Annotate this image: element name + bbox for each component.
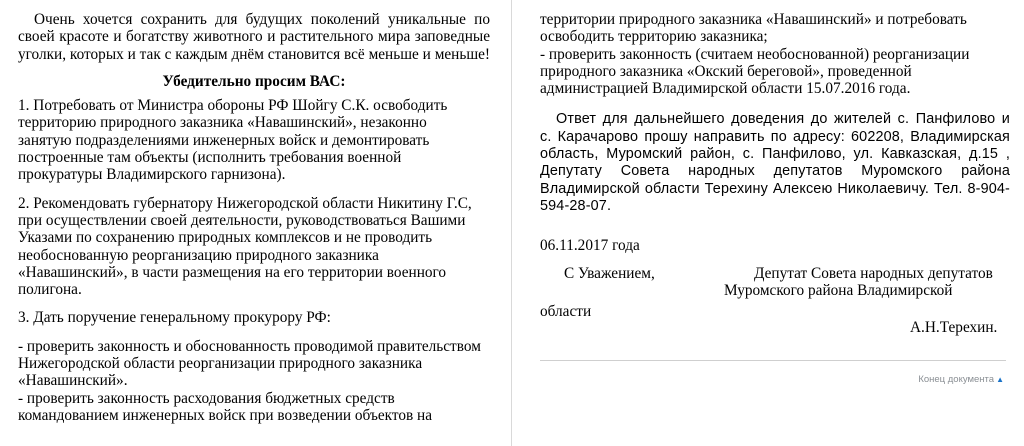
item-line: - проверить законность (считаем необоснованной) реорганизации	[540, 45, 970, 63]
intro-line: своей красоте и богатству животного и растительного мира заповедные	[18, 28, 490, 46]
item-line: полигона.	[18, 281, 82, 299]
end-of-document-rule	[540, 360, 1006, 361]
signature-name: А.Н.Терехин.	[910, 318, 998, 336]
item-line: Нижегородской области реорганизации природного заказника	[18, 355, 423, 373]
letter-date: 06.11.2017 года	[540, 237, 640, 255]
reply-line: область, Муромский район, с. Панфилово, ул. Кавказская, д.15 ,	[540, 146, 1010, 163]
reply-address-paragraph	[540, 111, 1010, 215]
right-column	[540, 11, 1010, 336]
item-line: 1. Потребовать от Министра обороны РФ Шойгу С.К. освободить	[18, 97, 448, 115]
item-line: построенные там объекты (исполнить требования военной	[18, 149, 402, 167]
item-line: природного заказника «Окский береговой», проведенной	[540, 62, 912, 80]
item-line: необоснованную реорганизацию природного заказника	[18, 246, 379, 264]
closing-block	[540, 264, 1010, 336]
item-3-paragraph	[18, 309, 490, 326]
item-line: 2. Рекомендовать губернатору Нижегородской области Никитину Г.С,	[18, 194, 472, 212]
item-line: «Навашинский», в части размещения на его территории военного	[18, 263, 447, 281]
regards-text: С Уважением,	[564, 264, 655, 282]
item-line: территории природного заказника «Навашинский» и потребовать	[540, 11, 967, 28]
item-line: занятую подразделениями инженерных войск и демонтировать	[18, 131, 430, 149]
reply-line: Владимирской области Терехину Алексею Николаевичу. Тел. 8-904-	[540, 180, 1010, 197]
column-divider	[511, 0, 512, 446]
item-1-paragraph	[18, 97, 490, 183]
item-line: администрацией Владимирской области 15.07.2016 года.	[540, 80, 911, 98]
intro-line: уголки, которых и так с каждым днём становится всё меньше и меньше!	[18, 45, 490, 63]
reply-line: 594-28-07.	[540, 197, 612, 214]
item-line: территорию природного заказника «Навашинский», незаконно	[18, 114, 427, 132]
intro-paragraph	[18, 11, 490, 63]
item-2-paragraph	[18, 195, 490, 299]
item-line: - проверить законность и обоснованность проводимой правительством	[18, 337, 481, 355]
signer-title-line: Депутат Совета народных депутатов	[754, 264, 993, 282]
item-line: командованием инженерных войск при возведении объектов на	[18, 406, 433, 424]
end-of-document-label: Конец документа	[918, 374, 995, 385]
reply-line: с. Карачарово прошу направить по адресу: 602208, Владимирская	[540, 128, 1010, 145]
triangle-up-icon: ▲	[996, 375, 1004, 384]
reply-line: Ответ для дальнейшего доведения до жителей с. Панфилово и	[556, 111, 1010, 128]
reply-line: Депутату Совета народных депутатов Муромского района	[540, 163, 1010, 180]
item-line: прокуратуры Владимирского гарнизона).	[18, 166, 286, 184]
signer-title-line: Муромского района Владимирской	[724, 281, 953, 299]
item-line: Указами по сохранению природных комплексов и не проводить	[18, 229, 433, 247]
left-column	[18, 11, 490, 435]
item-line: 3. Дать поручение генеральному прокурору РФ:	[18, 309, 331, 327]
end-of-document-marker	[918, 371, 1004, 388]
item-line: «Навашинский».	[18, 372, 128, 390]
request-heading: Убедительно просим ВАС:	[162, 72, 346, 90]
item-line: освободить территорию заказника;	[540, 28, 768, 46]
signer-title-line: области	[540, 302, 592, 320]
item-line: при осуществлении своей деятельности, руководствоваться Вашими	[18, 211, 466, 229]
item-line: - проверить законность расходования бюджетных средств	[18, 389, 395, 407]
continuation-paragraph	[540, 11, 1010, 97]
intro-line: Очень хочется сохранить для будущих поколений уникальные по	[34, 11, 490, 28]
prosecutor-tasks	[18, 338, 490, 424]
